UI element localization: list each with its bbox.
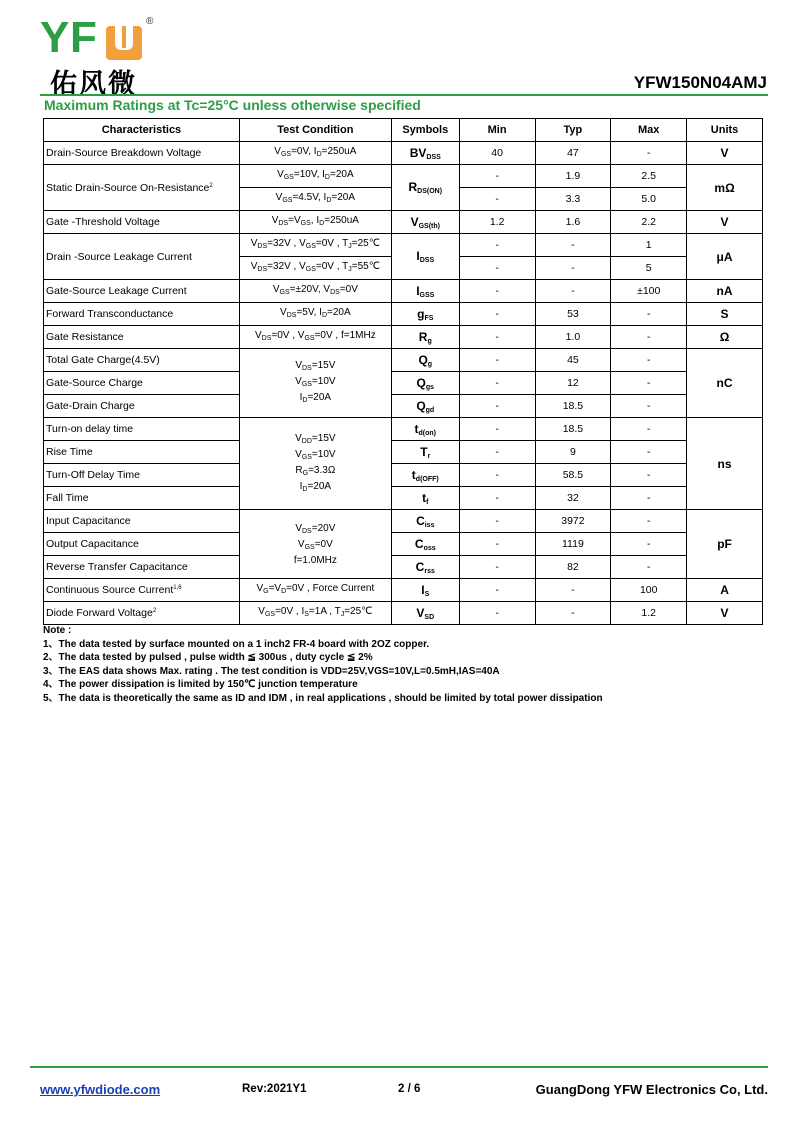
column-header: Typ bbox=[535, 119, 611, 142]
characteristic-cell: Fall Time bbox=[44, 487, 240, 510]
logo-letter-y: Y bbox=[40, 13, 70, 62]
column-header: Characteristics bbox=[44, 119, 240, 142]
max-value-cell: ±100 bbox=[611, 280, 687, 303]
max-value-cell: - bbox=[611, 372, 687, 395]
max-value-cell: - bbox=[611, 142, 687, 165]
test-condition-cell: $V_{DS}=V_{GS}$, $I_D=250uA$ bbox=[239, 211, 391, 234]
symbol-cell: $I_S$ bbox=[391, 579, 459, 602]
test-condition-cell: $V_{DS}=32V$ , $V_{GS}=0V$ , $T_J=25℃$ bbox=[239, 234, 391, 257]
max-value-cell: 2.2 bbox=[611, 211, 687, 234]
max-value-cell: 1 bbox=[611, 234, 687, 257]
min-value-cell: 40 bbox=[459, 142, 535, 165]
table-row bbox=[44, 234, 763, 257]
table-row bbox=[44, 533, 763, 556]
unit-cell: mΩ bbox=[687, 165, 763, 211]
min-value-cell: - bbox=[459, 303, 535, 326]
min-value-cell: - bbox=[459, 418, 535, 441]
characteristic-cell: Input Capacitance bbox=[44, 510, 240, 533]
typ-value-cell: 18.5 bbox=[535, 395, 611, 418]
test-condition-cell: $V_{DS}=0V$ , $V_{GS}=0V$ , f=1MHz bbox=[239, 326, 391, 349]
symbol-cell: $g_{FS}$ bbox=[391, 303, 459, 326]
symbol-cell: $I_{GSS}$ bbox=[391, 280, 459, 303]
typ-value-cell: - bbox=[535, 280, 611, 303]
max-value-cell: - bbox=[611, 418, 687, 441]
unit-cell: nA bbox=[687, 280, 763, 303]
table-row bbox=[44, 418, 763, 441]
typ-value-cell: - bbox=[535, 579, 611, 602]
table-row bbox=[44, 602, 763, 625]
typ-value-cell: - bbox=[535, 602, 611, 625]
characteristic-cell: Gate-Source Leakage Current bbox=[44, 280, 240, 303]
typ-value-cell: 9 bbox=[535, 441, 611, 464]
column-header: Max bbox=[611, 119, 687, 142]
typ-value-cell: - bbox=[535, 234, 611, 257]
typ-value-cell: 1.9 bbox=[535, 165, 611, 188]
table-row bbox=[44, 395, 763, 418]
symbol-cell: $R_{DS(ON)}$ bbox=[391, 165, 459, 211]
min-value-cell: - bbox=[459, 556, 535, 579]
test-condition-cell: $V_{DS}=32V$ , $V_{GS}=0V$ , $T_J=55℃$ bbox=[239, 257, 391, 280]
test-condition-cell: $V_{GS}=10V$, $I_D=20A$ bbox=[239, 165, 391, 188]
max-value-cell: - bbox=[611, 349, 687, 372]
test-condition-cell: $V_{DS}=15V$ $V_{GS}=10V$ $I_D=20A$ bbox=[239, 349, 391, 418]
table-row bbox=[44, 211, 763, 234]
characteristic-cell: Static Drain-Source On-Resistance$^2$ bbox=[44, 165, 240, 211]
characteristic-cell: Drain-Source Breakdown Voltage bbox=[44, 142, 240, 165]
column-header: Symbols bbox=[391, 119, 459, 142]
characteristic-cell: Gate-Drain Charge bbox=[44, 395, 240, 418]
min-value-cell: - bbox=[459, 372, 535, 395]
table-row bbox=[44, 326, 763, 349]
min-value-cell: - bbox=[459, 441, 535, 464]
max-value-cell: - bbox=[611, 395, 687, 418]
test-condition-cell: $V_{GS}=0V$ , $I_S=1A$ , $T_J=25℃$ bbox=[239, 602, 391, 625]
symbol-cell: $Q_{gs}$ bbox=[391, 372, 459, 395]
min-value-cell: - bbox=[459, 395, 535, 418]
min-value-cell: - bbox=[459, 257, 535, 280]
characteristic-cell: Forward Transconductance bbox=[44, 303, 240, 326]
min-value-cell: - bbox=[459, 349, 535, 372]
symbol-cell: $V_{SD}$ bbox=[391, 602, 459, 625]
unit-cell: μA bbox=[687, 234, 763, 280]
characteristic-cell: Output Capacitance bbox=[44, 533, 240, 556]
table-row bbox=[44, 349, 763, 372]
typ-value-cell: 45 bbox=[535, 349, 611, 372]
header-divider bbox=[40, 94, 768, 96]
typ-value-cell: 3.3 bbox=[535, 188, 611, 211]
note-item: 5、The data is theoretically the same as ID and IDM , in real applications , should be limited by total power dissipation bbox=[43, 692, 603, 704]
typ-value-cell: 53 bbox=[535, 303, 611, 326]
table-row bbox=[44, 487, 763, 510]
max-value-cell: - bbox=[611, 464, 687, 487]
typ-value-cell: 1.0 bbox=[535, 326, 611, 349]
table-row bbox=[44, 280, 763, 303]
column-header: Test Condition bbox=[239, 119, 391, 142]
test-condition-cell: $V_{GS}=4.5V$, $I_D=20A$ bbox=[239, 188, 391, 211]
symbol-cell: $C_{rss}$ bbox=[391, 556, 459, 579]
symbol-cell: $t_f$ bbox=[391, 487, 459, 510]
max-value-cell: 2.5 bbox=[611, 165, 687, 188]
unit-cell: A bbox=[687, 579, 763, 602]
unit-cell: V bbox=[687, 211, 763, 234]
characteristic-cell: Gate -Threshold Voltage bbox=[44, 211, 240, 234]
characteristic-cell: Gate Resistance bbox=[44, 326, 240, 349]
typ-value-cell: 32 bbox=[535, 487, 611, 510]
characteristic-cell: Turn-on delay time bbox=[44, 418, 240, 441]
min-value-cell: - bbox=[459, 188, 535, 211]
max-value-cell: - bbox=[611, 556, 687, 579]
characteristic-cell: Continuous Source Current$^{1,6}$ bbox=[44, 579, 240, 602]
unit-cell: V bbox=[687, 142, 763, 165]
typ-value-cell: 82 bbox=[535, 556, 611, 579]
min-value-cell: - bbox=[459, 487, 535, 510]
min-value-cell: - bbox=[459, 602, 535, 625]
max-value-cell: - bbox=[611, 510, 687, 533]
symbol-cell: $R_g$ bbox=[391, 326, 459, 349]
registered-mark: ® bbox=[146, 16, 154, 27]
symbol-cell: $BV_{DSS}$ bbox=[391, 142, 459, 165]
test-condition-cell: $V_{GS}=0V$, $I_D=250uA$ bbox=[239, 142, 391, 165]
website-link[interactable]: www.yfwdiode.com bbox=[40, 1082, 161, 1097]
min-value-cell: - bbox=[459, 234, 535, 257]
characteristic-cell: Total Gate Charge(4.5V) bbox=[44, 349, 240, 372]
characteristic-cell: Gate-Source Charge bbox=[44, 372, 240, 395]
notes-title: Note : bbox=[43, 625, 72, 636]
column-header: Min bbox=[459, 119, 535, 142]
symbol-cell: $I_{DSS}$ bbox=[391, 234, 459, 280]
characteristic-cell: Diode Forward Voltage$^2$ bbox=[44, 602, 240, 625]
typ-value-cell: 3972 bbox=[535, 510, 611, 533]
column-header: Units bbox=[687, 119, 763, 142]
table-row bbox=[44, 303, 763, 326]
symbol-cell: $Q_{gd}$ bbox=[391, 395, 459, 418]
min-value-cell: - bbox=[459, 464, 535, 487]
max-value-cell: - bbox=[611, 326, 687, 349]
typ-value-cell: 58.5 bbox=[535, 464, 611, 487]
unit-cell: Ω bbox=[687, 326, 763, 349]
min-value-cell: - bbox=[459, 165, 535, 188]
max-value-cell: - bbox=[611, 441, 687, 464]
max-value-cell: - bbox=[611, 533, 687, 556]
page-number: 2 / 6 bbox=[398, 1083, 421, 1095]
min-value-cell: - bbox=[459, 533, 535, 556]
unit-cell: pF bbox=[687, 510, 763, 579]
table-row bbox=[44, 142, 763, 165]
note-item: 3、The EAS data shows Max. rating . The test condition is VDD=25V,VGS=10V,L=0.5mH,IAS=40A bbox=[43, 665, 500, 677]
symbol-cell: $C_{oss}$ bbox=[391, 533, 459, 556]
typ-value-cell: 1.6 bbox=[535, 211, 611, 234]
max-value-cell: 5.0 bbox=[611, 188, 687, 211]
min-value-cell: - bbox=[459, 510, 535, 533]
symbol-cell: $t_{d(OFF)}$ bbox=[391, 464, 459, 487]
electrical-characteristics-table bbox=[43, 118, 763, 625]
table-row bbox=[44, 372, 763, 395]
characteristic-cell: Rise Time bbox=[44, 441, 240, 464]
note-item: 2、The data tested by pulsed , pulse width ≦ 300us , duty cycle ≦ 2% bbox=[43, 652, 373, 664]
test-condition-cell: $V_{DS}=20V$ $V_{GS}=0V$ f=1.0MHz bbox=[239, 510, 391, 579]
min-value-cell: - bbox=[459, 579, 535, 602]
note-item: 4、The power dissipation is limited by 150℃ junction temperature bbox=[43, 679, 358, 691]
revision-label: Rev:2021Y1 bbox=[242, 1083, 307, 1095]
characteristic-cell: Drain -Source Leakage Current bbox=[44, 234, 240, 280]
characteristic-cell: Turn-Off Delay Time bbox=[44, 464, 240, 487]
test-condition-cell: $V_{GS}=\pm 20V$, $V_{DS}=0V$ bbox=[239, 280, 391, 303]
test-condition-cell: $V_G=V_D=0V$ , Force Current bbox=[239, 579, 391, 602]
max-value-cell: - bbox=[611, 303, 687, 326]
min-value-cell: - bbox=[459, 326, 535, 349]
typ-value-cell: 1119 bbox=[535, 533, 611, 556]
min-value-cell: 1.2 bbox=[459, 211, 535, 234]
unit-cell: nC bbox=[687, 349, 763, 418]
max-value-cell: 5 bbox=[611, 257, 687, 280]
footer-divider bbox=[30, 1066, 768, 1068]
unit-cell: V bbox=[687, 602, 763, 625]
max-value-cell: - bbox=[611, 487, 687, 510]
test-condition-cell: $V_{DD}=15V$ $V_{GS}=10V$ $R_G=3.3\Omega$ $I_D=20A$ bbox=[239, 418, 391, 510]
typ-value-cell: 47 bbox=[535, 142, 611, 165]
part-number: YFW150N04AMJ bbox=[633, 73, 767, 92]
note-item: 1、The data tested by surface mounted on a 1 inch2 FR-4 board with 2OZ copper. bbox=[43, 638, 430, 650]
typ-value-cell: - bbox=[535, 257, 611, 280]
min-value-cell: - bbox=[459, 280, 535, 303]
table-row bbox=[44, 579, 763, 602]
logo-chinese-name: 佑风微 bbox=[50, 69, 137, 100]
typ-value-cell: 18.5 bbox=[535, 418, 611, 441]
table-row bbox=[44, 464, 763, 487]
table-header-row bbox=[44, 119, 763, 142]
symbol-cell: $C_{iss}$ bbox=[391, 510, 459, 533]
max-value-cell: 100 bbox=[611, 579, 687, 602]
table-row bbox=[44, 556, 763, 579]
symbol-cell: $T_r$ bbox=[391, 441, 459, 464]
company-logo bbox=[40, 13, 160, 100]
table-row bbox=[44, 510, 763, 533]
logo-letter-u bbox=[106, 26, 142, 60]
symbol-cell: $V_{GS(th)}$ bbox=[391, 211, 459, 234]
symbol-cell: $t_{d(on)}$ bbox=[391, 418, 459, 441]
table-row bbox=[44, 165, 763, 188]
unit-cell: ns bbox=[687, 418, 763, 510]
unit-cell: S bbox=[687, 303, 763, 326]
notes-section bbox=[43, 624, 763, 706]
company-name: GuangDong YFW Electronics Co, Ltd. bbox=[535, 1082, 768, 1097]
table-row bbox=[44, 441, 763, 464]
section-title: Maximum Ratings at Tc=25°C unless otherwise specified bbox=[44, 97, 421, 113]
test-condition-cell: $V_{DS}=5V$, $I_D=20A$ bbox=[239, 303, 391, 326]
max-value-cell: 1.2 bbox=[611, 602, 687, 625]
symbol-cell: $Q_g$ bbox=[391, 349, 459, 372]
logo-letter-f: F bbox=[70, 13, 97, 62]
characteristic-cell: Reverse Transfer Capacitance bbox=[44, 556, 240, 579]
typ-value-cell: 12 bbox=[535, 372, 611, 395]
